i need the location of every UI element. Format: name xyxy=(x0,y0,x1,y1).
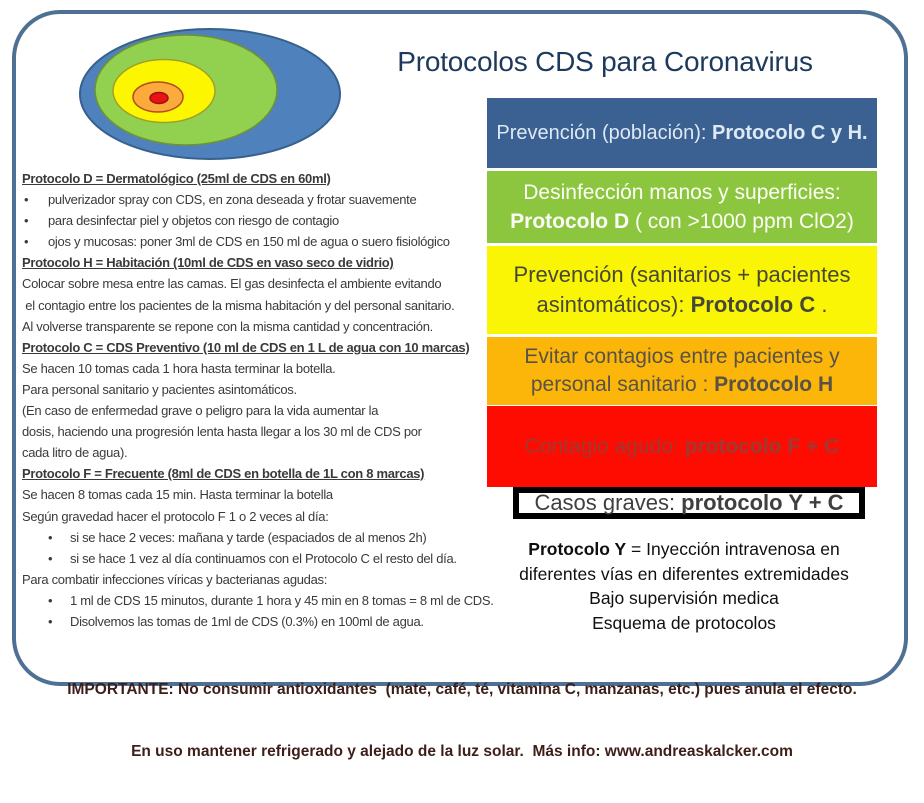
protocol-box-prevencion-poblacion xyxy=(487,98,877,168)
box-text-bold: Protocolo H xyxy=(714,373,834,396)
protocol-box-text xyxy=(487,343,877,399)
protocol-y-note xyxy=(488,537,880,635)
text-content: Colocar sobre mesa entre las camas. El gas desinfecta el ambiente evitando xyxy=(22,276,442,292)
text-line xyxy=(22,506,492,527)
footer-line-1: IMPORTANTE: No consumir antioxidantes (mate, café, té, vitamina C, manzanas, etc.) pues anula el efecto. xyxy=(67,681,857,698)
text-content: Protocolo C = CDS Preventivo (10 ml de CDS en 1 L de agua con 10 marcas) xyxy=(22,339,470,355)
text-content: si se hace 1 vez al día continuamos con el Protocolo C el resto del día. xyxy=(70,550,457,566)
text-content: Para combatir infecciones víricas y bacterianas agudas: xyxy=(22,571,328,587)
protocol-heading xyxy=(22,463,492,484)
text-line xyxy=(22,295,492,316)
red-center-ellipse xyxy=(150,93,168,104)
text-content: Al volverse transparente se repone con la misma cantidad y concentración. xyxy=(22,318,433,334)
protocol-heading xyxy=(22,168,492,189)
box-text-prefix: Prevención (sanitarios + pacientes asintomáticos): xyxy=(513,262,851,317)
protocol-box-text xyxy=(487,178,877,236)
box-text-prefix: Contagio agudo: xyxy=(524,434,685,458)
text-line xyxy=(22,442,492,463)
text-content: Para personal sanitario y pacientes asintomáticos. xyxy=(22,381,297,397)
text-content: Se hacen 8 tomas cada 15 min. Hasta terminar la botella xyxy=(22,487,333,503)
box-text-bold: Protocolo D xyxy=(510,210,630,233)
protocol-box-prevencion-sanitarios xyxy=(487,246,877,334)
nested-ellipse-diagram xyxy=(66,20,356,168)
text-content: para desinfectar piel y objetos con riesgo de contagio xyxy=(48,213,339,229)
box-text-bold: Protocolo C y H. xyxy=(712,121,868,144)
text-content: 1 ml de CDS 15 minutos, durante 1 hora y 45 min en 8 tomas = 8 ml de CDS. xyxy=(70,592,494,608)
text-line xyxy=(22,379,492,400)
text-content: pulverizador spray con CDS, en zona deseada y frotar suavemente xyxy=(48,192,417,208)
box-text-prefix: Prevención (población): xyxy=(496,121,713,144)
text-content: Disolvemos las tomas de 1ml de CDS (0.3%) en 100ml de agua. xyxy=(70,613,424,629)
text-line xyxy=(22,527,492,548)
box-text-prefix: Desinfección manos y superficies: xyxy=(523,181,841,204)
text-line xyxy=(22,611,492,632)
text-content: ojos y mucosas: poner 3ml de CDS en 150 ml de agua o suero fisiológico xyxy=(48,234,450,250)
note-bold: Protocolo Y xyxy=(528,539,627,559)
protocol-box-text xyxy=(487,120,877,147)
bullet-icon: • xyxy=(48,613,53,629)
note-line: Esquema de protocolos xyxy=(592,612,776,633)
text-line xyxy=(22,273,492,294)
box-text-bold: Protocolo C xyxy=(690,292,816,317)
note-line: diferentes vías en diferentes extremidades xyxy=(519,563,849,584)
text-content: Según gravedad hacer el protocolo F 1 o 2 veces al día: xyxy=(22,508,329,524)
bullet-icon: • xyxy=(24,192,29,208)
protocol-heading xyxy=(22,337,492,358)
text-content: Protocolo H = Habitación (10ml de CDS en vaso seco de vidrio) xyxy=(22,255,394,271)
text-line xyxy=(22,189,492,210)
text-line xyxy=(22,590,492,611)
bullet-icon: • xyxy=(24,213,29,229)
bullet-icon: • xyxy=(48,592,53,608)
text-content: Se hacen 10 tomas cada 1 hora hasta terminar la botella. xyxy=(22,360,336,376)
text-line xyxy=(22,569,492,590)
protocol-box-contagio-agudo xyxy=(487,406,877,487)
left-column xyxy=(22,168,492,632)
text-content: cada litro de agua). xyxy=(22,445,128,461)
box-text-prefix: Casos graves: xyxy=(534,490,682,515)
box-text-bold: protocolo Y + C xyxy=(681,490,844,515)
bullet-icon: • xyxy=(48,550,53,566)
protocol-box-text xyxy=(519,488,859,518)
protocol-box-casos-graves xyxy=(513,487,865,519)
protocol-heading xyxy=(22,252,492,273)
text-content: el contagio entre los pacientes de la misma habitación y del personal sanitario. xyxy=(22,297,455,313)
text-line xyxy=(22,231,492,252)
text-line xyxy=(22,358,492,379)
protocol-box-desinfeccion xyxy=(487,171,877,243)
footer-line-2: En uso mantener refrigerado y alejado de la luz solar. Más info: www.andreaskalcker.com xyxy=(131,742,793,760)
text-content: Protocolo D = Dermatológico (25ml de CDS en 60ml) xyxy=(22,171,331,186)
protocol-box-evitar-contagios xyxy=(487,337,877,405)
bullet-icon: • xyxy=(24,234,29,250)
note-line: Bajo supervisión medica xyxy=(589,588,779,608)
page-title: Protocolos CDS para Coronavirus xyxy=(397,46,813,77)
box-text-bold: protocolo F + C xyxy=(684,434,840,458)
bullet-icon: • xyxy=(48,529,53,545)
text-content: (En caso de enfermedad grave o peligro para la vida aumentar la xyxy=(22,403,379,419)
text-content: Protocolo F = Frecuente (8ml de CDS en botella de 1L con 8 marcas) xyxy=(22,466,425,482)
box-text-suffix: ( con >1000 ppm ClO2) xyxy=(629,210,854,233)
text-line xyxy=(22,421,492,442)
box-text-prefix: Evitar contagios entre pacientes y personal sanitario : xyxy=(524,345,840,396)
text-line xyxy=(22,400,492,421)
protocol-box-text xyxy=(487,434,877,460)
text-line xyxy=(22,548,492,569)
note-line xyxy=(488,537,880,562)
protocol-box-text xyxy=(487,260,877,320)
box-text-suffix: . xyxy=(815,292,828,317)
text-line xyxy=(22,484,492,505)
footer-warning xyxy=(0,639,924,803)
text-line xyxy=(22,316,492,337)
text-content: dosis, haciendo una progresión lenta hasta llegar a los 30 ml de CDS por xyxy=(22,424,422,440)
text-content: si se hace 2 veces: mañana y tarde (espaciados de al menos 2h) xyxy=(70,529,427,545)
text-line xyxy=(22,210,492,231)
note-text: = Inyección intravenosa en xyxy=(626,539,840,559)
